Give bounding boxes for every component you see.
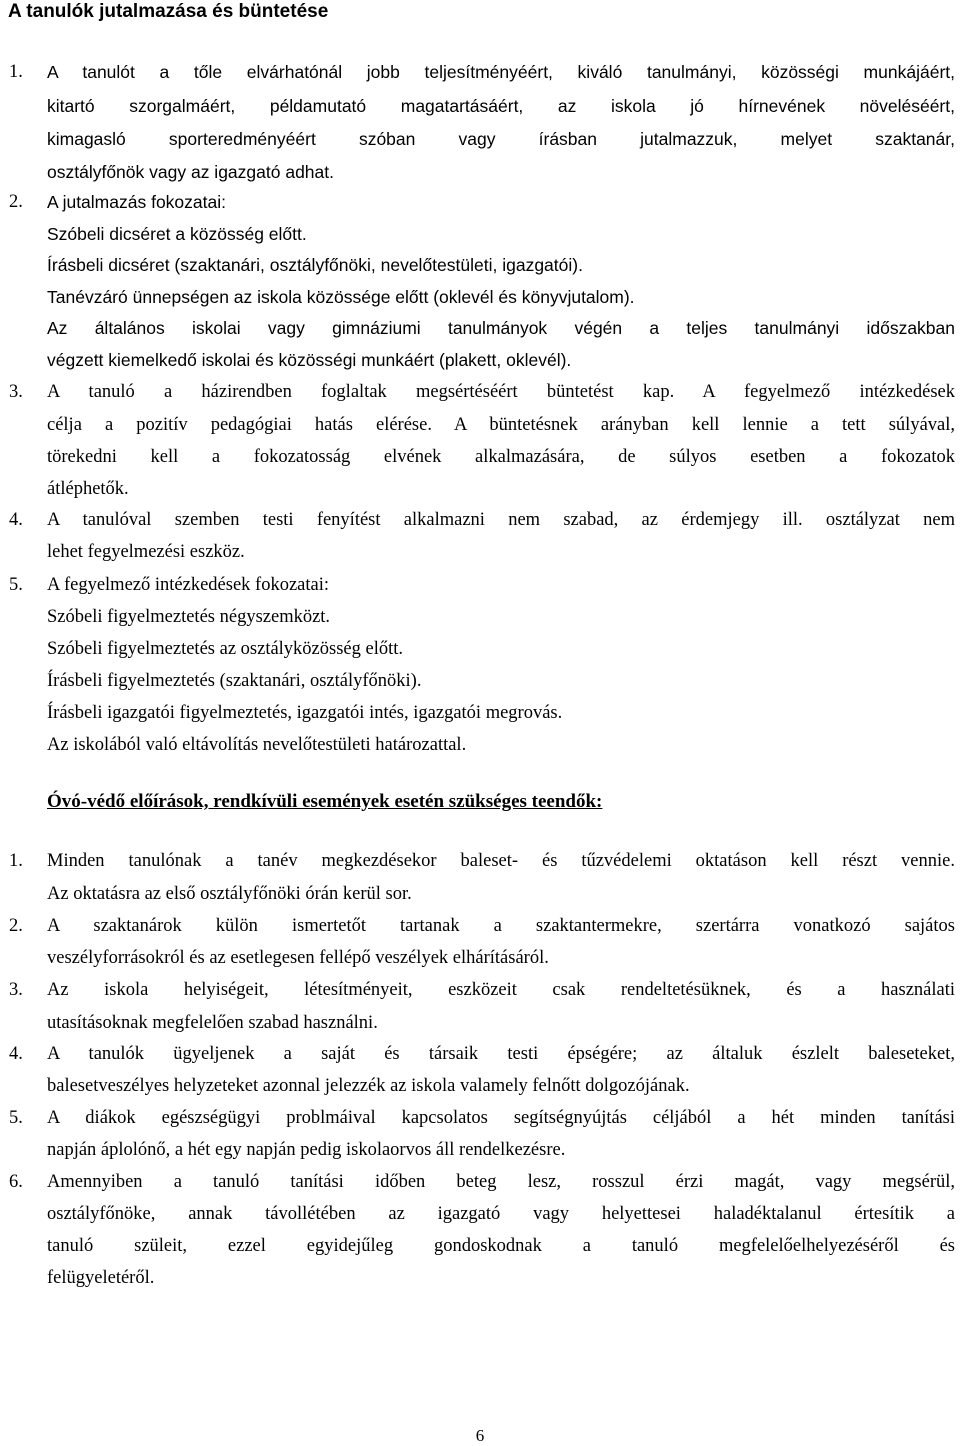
item-number: 2. [9,192,23,212]
text-line: A jutalmazás fokozatai: [47,192,226,212]
item-number: 1. [9,62,23,82]
item-number: 5. [9,1108,23,1128]
text-line: átléphetők. [47,479,129,499]
section-title-safety: Óvó-védő előírások, rendkívüli események esetén szükséges teendők: [47,791,603,812]
text-line: kimagasló sporteredményéért szóban vagy írásban jutalmazzuk, melyet szaktanár, [47,129,955,149]
text-line: Az iskolából való eltávolítás nevelőtestületi határozattal. [47,735,467,755]
text-line: Írásbeli dicséret (szaktanári, osztályfőnöki, nevelőtestületi, igazgatói). [47,255,583,275]
section-title-rewards: A tanulók jutalmazása és büntetése [8,1,329,22]
text-line: osztályfőnök vagy az igazgató adhat. [47,162,334,182]
text-line: törekedni kell a fokozatosság elvének alkalmazására, de súlyos esetben a fokozatok [47,447,955,467]
text-line: Írásbeli figyelmeztetés (szaktanári, osztályfőnöki). [47,671,422,691]
item-number: 3. [9,382,23,402]
text-line: veszélyforrásokról és az esetlegesen fellépő veszélyek elhárításáról. [47,948,549,968]
text-line: kitartó szorgalmáért, példamutató magatartásáért, az iskola jó hírnevének növeléséért, [47,96,955,116]
text-line: utasításoknak megfelelően szabad használni. [47,1013,378,1033]
item-number: 2. [9,916,23,936]
page-number: 6 [475,1426,485,1445]
text-line: A szaktanárok külön ismertetőt tartanak a szaktantermekre, szertárra vonatkozó sajátos [47,916,955,936]
text-line: napján áplolónő, a hét egy napján pedig iskolaorvos áll rendelkezésre. [47,1140,566,1160]
item-number: 6. [9,1172,23,1192]
item-number: 3. [9,980,23,1000]
text-line: Tanévzáró ünnepségen az iskola közössége előtt (oklevél és könyvjutalom). [47,287,635,307]
text-line: balesetveszélyes helyzeteket azonnal jelezzék az iskola valamely felnőtt dolgozójának. [47,1076,690,1096]
text-line: Szóbeli figyelmeztetés az osztályközösség előtt. [47,639,404,659]
text-line: A tanulók ügyeljenek a saját és társaik testi épségére; az általuk észlelt baleseteket, [47,1044,955,1064]
text-line: felügyeletéről. [47,1268,155,1288]
text-line: Az általános iskolai vagy gimnáziumi tanulmányok végén a teljes tanulmányi időszakban [47,318,955,338]
text-line: Az iskola helyiségeit, létesítményeit, eszközeit csak rendeltetésüknek, és a használati [47,980,955,1000]
text-line: Szóbeli dicséret a közösség előtt. [47,224,307,244]
text-line: Amennyiben a tanuló tanítási időben beteg lesz, rosszul érzi magát, vagy megsérül, [47,1172,955,1192]
text-line: A diákok egészségügyi problmáival kapcsolatos segítségnyújtás céljából a hét minden tanítási [47,1108,955,1128]
text-line: Írásbeli igazgatói figyelmeztetés, igazgatói intés, igazgatói megrovás. [47,703,563,723]
text-line: Minden tanulónak a tanév megkezdésekor baleset- és tűzvédelemi oktatáson kell részt vennie. [47,851,955,871]
text-line: Az oktatásra az első osztályfőnöki órán kerül sor. [47,884,412,904]
text-line: osztályfőnöke, annak távollétében az igazgató vagy helyettesei haladéktalanul értesítik a [47,1204,955,1224]
item-number: 5. [9,575,23,595]
text-line: Szóbeli figyelmeztetés négyszemközt. [47,607,331,627]
item-number: 1. [9,851,23,871]
text-line: célja a pozitív pedagógiai hatás elérése. A büntetésnek arányban kell lennie a tett súlyával, [47,415,955,435]
text-line: A fegyelmező intézkedések fokozatai: [47,575,329,595]
text-line: A tanulót a tőle elvárhatónál jobb teljesítményéért, kiváló tanulmányi, közösségi munkájáért, [47,62,955,82]
text-line: végzett kiemelkedő iskolai és közösségi munkáért (plakett, oklevél). [47,350,572,370]
text-line: A tanuló a házirendben foglaltak megsértéséért büntetést kap. A fegyelmező intézkedések [47,382,955,402]
item-number: 4. [9,510,23,530]
text-line: A tanulóval szemben testi fenyítést alkalmazni nem szabad, az érdemjegy ill. osztályzat nem [47,510,955,530]
text-line: lehet fegyelmezési eszköz. [47,542,245,562]
item-number: 4. [9,1044,23,1064]
text-line: tanuló szüleit, ezzel egyidejűleg gondoskodnak a tanuló megfelelőelhelyezéséről és [47,1236,955,1256]
